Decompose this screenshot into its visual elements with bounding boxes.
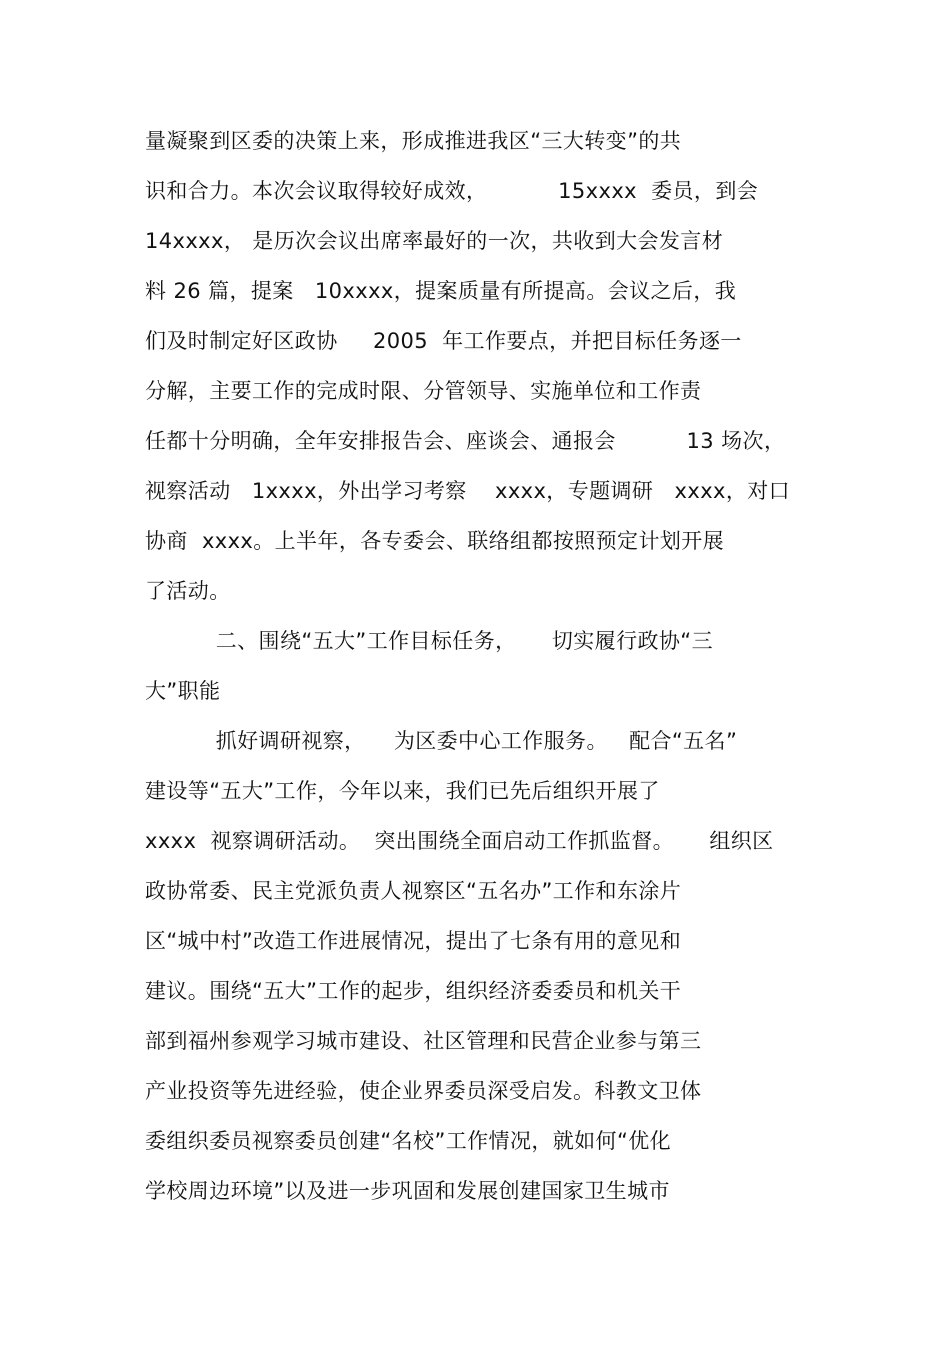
text-line: 们及时制定好区政协 2005 年工作要点，并把目标任务逐一 bbox=[145, 329, 742, 353]
text-line: 建设等“五大”工作，今年以来，我们已先后组织开展了 bbox=[145, 779, 660, 803]
text-line: 协商 xxxx。上半年，各专委会、联络组都按照预定计划开展 bbox=[145, 529, 725, 553]
text-line: 任都十分明确，全年安排报告会、座谈会、通报会 13 场次， bbox=[145, 429, 786, 453]
text-line: 学校周边环境”以及进一步巩固和发展创建国家卫生城市 bbox=[145, 1179, 670, 1203]
text-line: 产业投资等先进经验，使企业界委员深受启发。科教文卫体 bbox=[145, 1079, 702, 1103]
text-line: 委组织委员视察委员创建“名校”工作情况，就如何“优化 bbox=[145, 1129, 672, 1153]
text-line: 区“城中村”改造工作进展情况，提出了七条有用的意见和 bbox=[145, 929, 682, 953]
text-line: 分解，主要工作的完成时限、分管领导、实施单位和工作责 bbox=[145, 379, 702, 403]
text-line: 料 26 篇，提案 10xxxx，提案质量有所提高。会议之后，我 bbox=[145, 279, 737, 303]
section-heading-line: 二、围绕“五大”工作目标任务， 切实履行政协“三 bbox=[145, 629, 713, 653]
text-line: 识和合力。本次会议取得较好成效， 15xxxx 委员，到会 bbox=[145, 179, 759, 203]
text-line: 量凝聚到区委的决策上来，形成推进我区“三大转变”的共 bbox=[145, 129, 682, 153]
text-line: 政协常委、民主党派负责人视察区“五名办”工作和东涂片 bbox=[145, 879, 682, 903]
text-line: 抓好调研视察， 为区委中心工作服务。 配合“五名” bbox=[145, 729, 738, 753]
text-line: 14xxxx， 是历次会议出席率最好的一次，共收到大会发言材 bbox=[145, 229, 724, 253]
text-line: 部到福州参观学习城市建设、社区管理和民营企业参与第三 bbox=[145, 1029, 702, 1053]
text-line: 视察活动 1xxxx，外出学习考察 xxxx，专题调研 xxxx，对口 bbox=[145, 479, 791, 503]
text-line: 了活动。 bbox=[145, 579, 231, 603]
section-heading-line: 大”职能 bbox=[145, 679, 221, 703]
text-line: xxxx 视察调研活动。 突出围绕全面启动工作抓监督。 组织区 bbox=[145, 829, 774, 853]
text-line: 建议。围绕“五大”工作的起步，组织经济委委员和机关干 bbox=[145, 979, 682, 1003]
